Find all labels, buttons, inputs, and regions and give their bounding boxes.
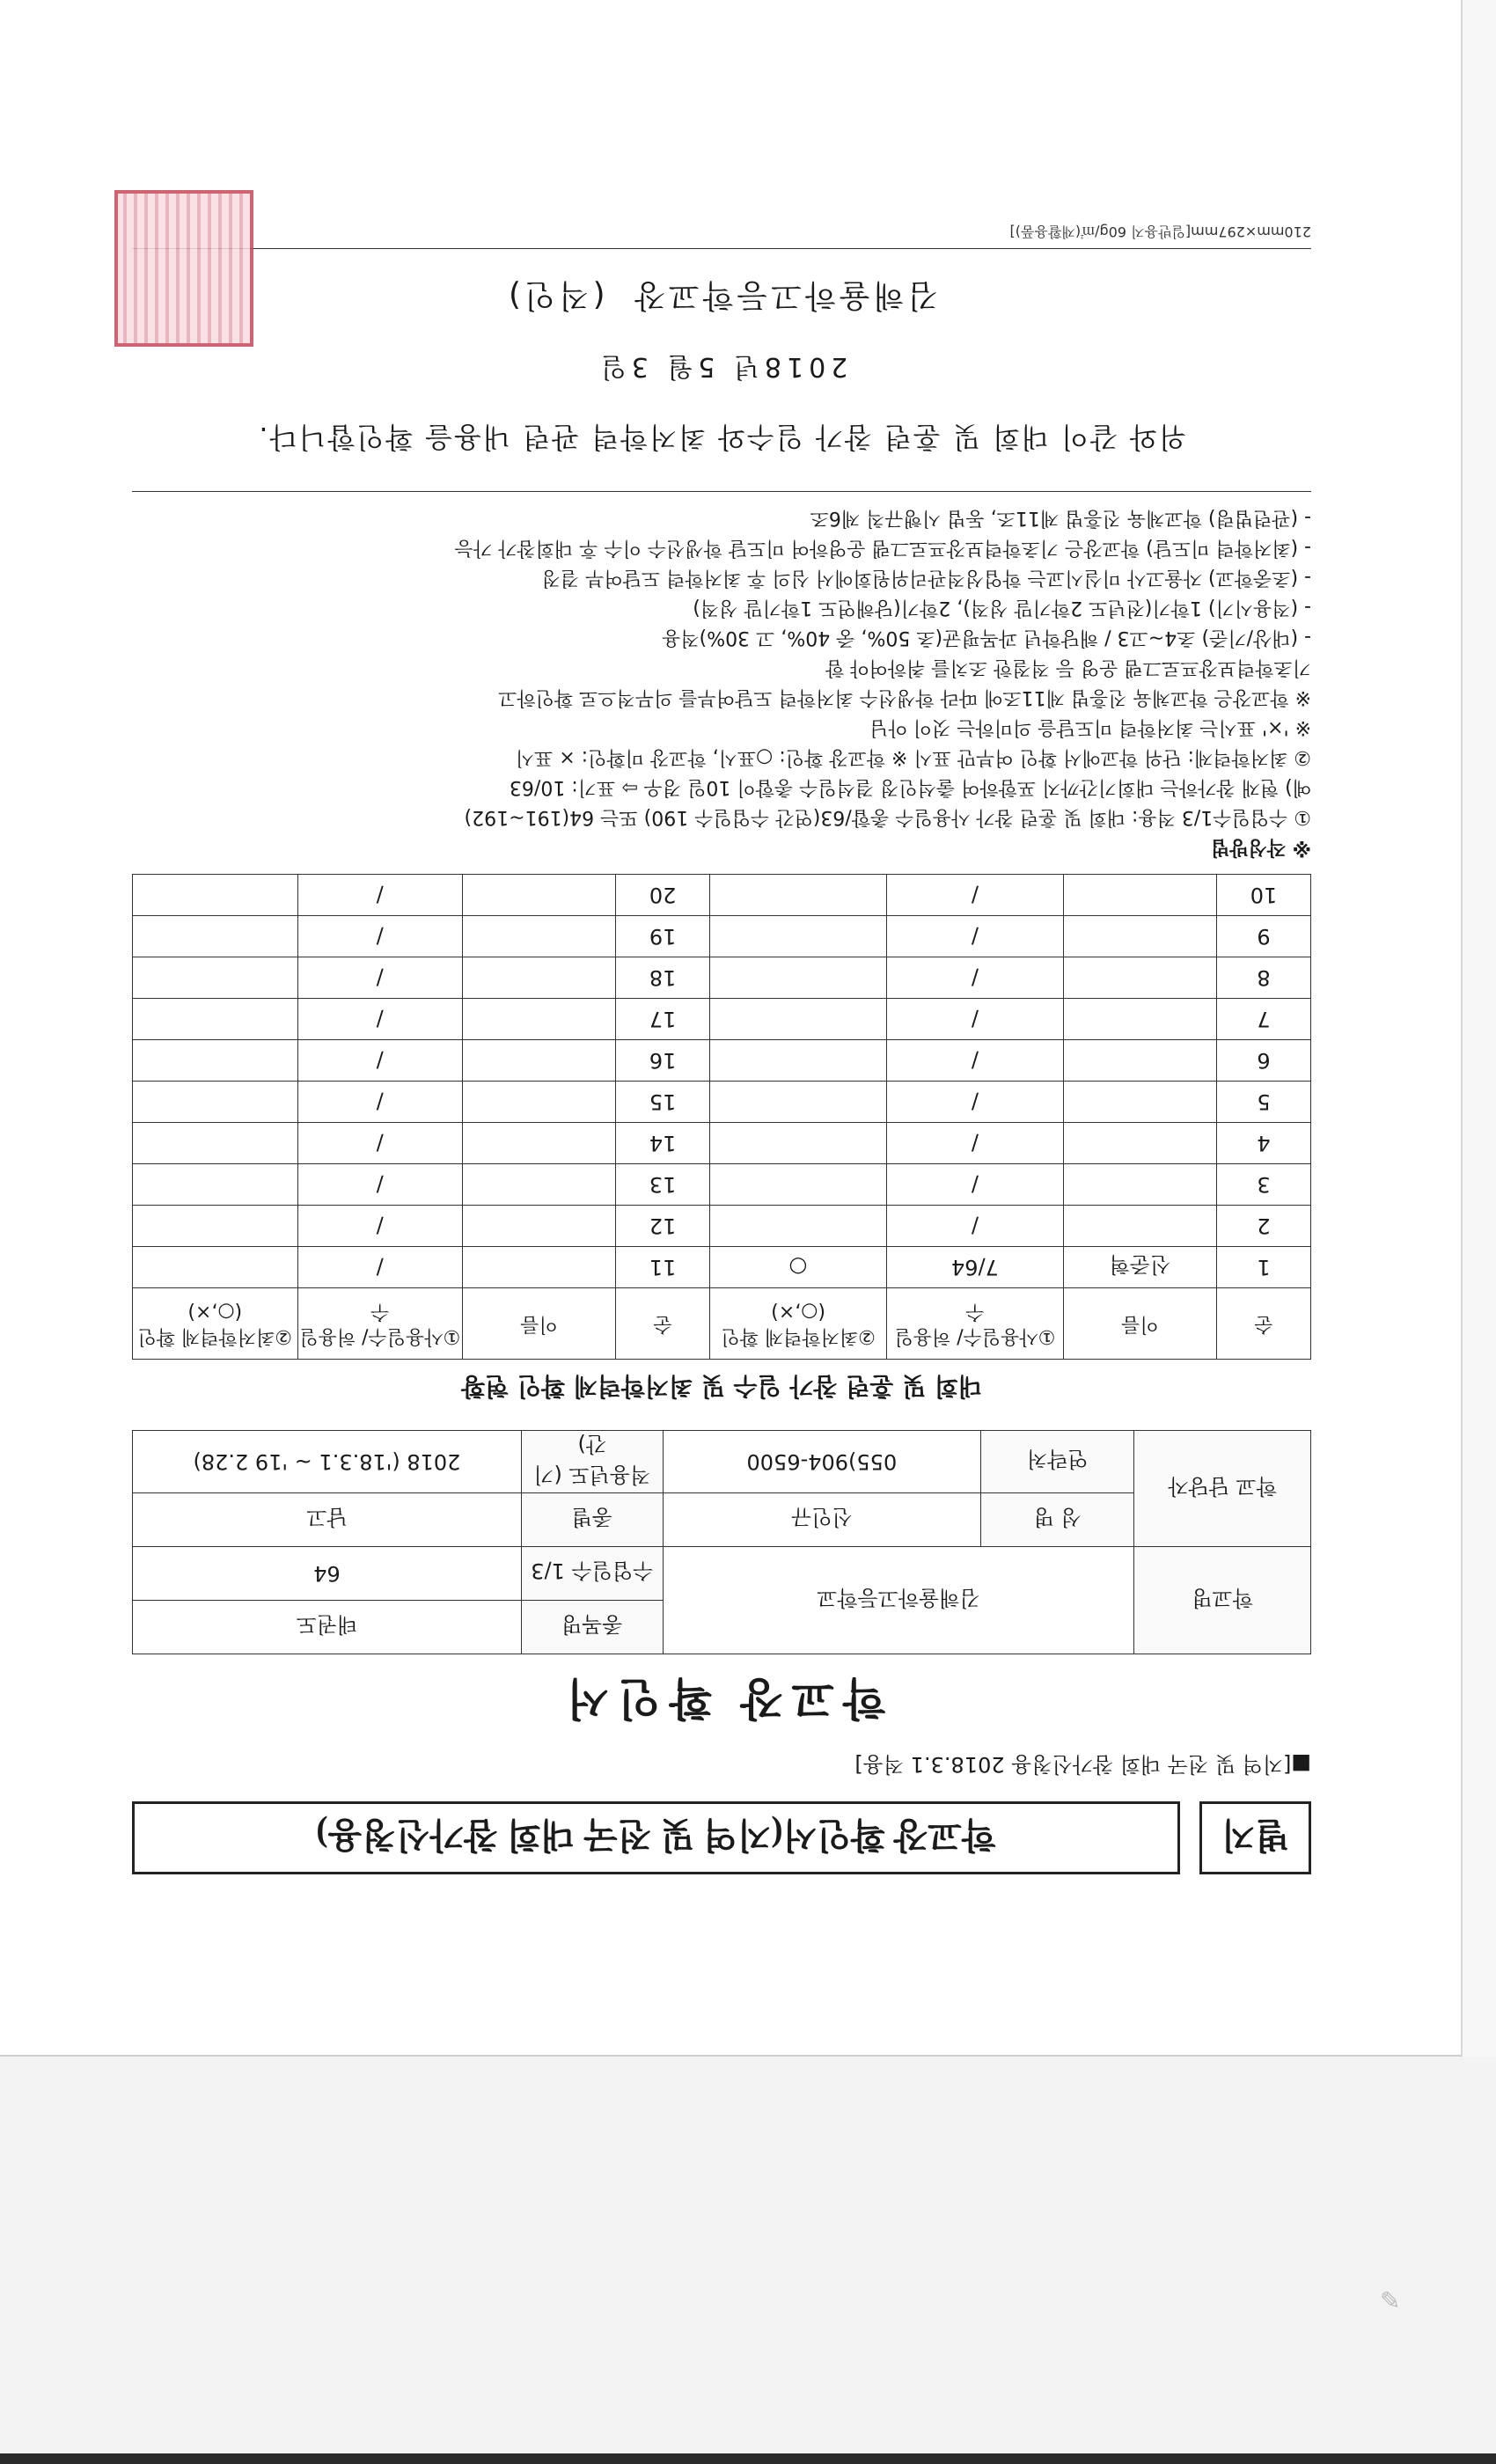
- table-header-row: [133, 1288, 1311, 1360]
- cell-no: 3: [1216, 1164, 1310, 1206]
- cell-days: /: [886, 875, 1063, 916]
- col-no-2: 순: [616, 1288, 710, 1360]
- cell-name-2: [462, 1206, 615, 1247]
- header-row: [132, 1801, 1311, 1874]
- cell-name-2: [462, 957, 615, 999]
- cell-check-2: [133, 1206, 298, 1247]
- cell-check-2: [133, 1247, 298, 1288]
- official-seal-stamp: [114, 190, 253, 347]
- form-title: 학교장 확인서(지역 및 전국 대회 참가신청용): [132, 1801, 1180, 1874]
- scanner-bed: [0, 2057, 1496, 2464]
- note-line: - (적용시기) 1학기(전년도 2학기말 성적), 2학기(당해연도 1학기말 성적): [693, 597, 1311, 619]
- cell-no-2: 11: [616, 1247, 710, 1288]
- cell-name-2: [462, 1247, 615, 1288]
- notes-block: [132, 502, 1311, 862]
- cell-days-2: /: [297, 1082, 462, 1123]
- form-footer: 210mm×297mm[일반용지 60g/㎡(재활용품)]: [132, 223, 1311, 249]
- dept-value: 남고: [133, 1493, 522, 1547]
- cell-name: [1063, 999, 1216, 1040]
- period-label: 적용년도 (기간): [521, 1431, 663, 1493]
- signer-name: 김해율하고등학교장: [631, 277, 939, 313]
- cell-check: [710, 1206, 887, 1247]
- cell-days: 7/64: [886, 1247, 1063, 1288]
- manager-name: 신인규: [663, 1493, 981, 1547]
- col-check-2: ②최저학력제 확인(○,×): [133, 1288, 298, 1360]
- contact-value: 055)904-6500: [663, 1431, 981, 1493]
- cell-days: /: [886, 999, 1063, 1040]
- school-info-table: [132, 1430, 1311, 1654]
- table-row: [133, 1247, 1311, 1288]
- cell-check-2: [133, 875, 298, 916]
- cell-name: [1063, 1164, 1216, 1206]
- cell-check-2: [133, 1082, 298, 1123]
- contact-label: 연락처: [981, 1431, 1134, 1493]
- col-days: ①사용일수/ 허용일수: [886, 1288, 1063, 1360]
- smudge-mark: ✎: [1380, 2286, 1401, 2315]
- note-line: - (최저학력 미도달) 학교장은 기초학력보장프로그램 운영하여 미도달 학생선수 이수 후 대회참가 가능: [454, 537, 1311, 559]
- cell-days-2: /: [297, 916, 462, 957]
- note-line: 예) 현재 참가하는 대회기간까지 포함하여 출석인정 결석일수 총합이 10일 경우 ⇨ 표기: 10/63: [509, 776, 1311, 798]
- school-name-label: 학교명: [1134, 1547, 1311, 1654]
- note-line: 기초학력보장프로그램 운영 등 적절한 조치를 취하여야 함: [825, 656, 1311, 678]
- scan-edge: [0, 2453, 1496, 2464]
- cell-days-2: /: [297, 957, 462, 999]
- cell-no-2: 16: [616, 1040, 710, 1082]
- cell-days-2: /: [297, 1040, 462, 1082]
- cell-days: /: [886, 1123, 1063, 1164]
- cell-days-2: /: [297, 1206, 462, 1247]
- col-name-2: 이름: [462, 1288, 615, 1360]
- section-title: 대회 및 훈련 참가 일수 및 최저학력제 확인 현황: [461, 1372, 982, 1401]
- cell-days: /: [886, 957, 1063, 999]
- table-row: [133, 1164, 1311, 1206]
- note-line: ① 수업일수1/3 적용: 대회 및 훈련 참가 사용일수 총합/63(연간 수업일수 190) 또는 64(191~192): [464, 806, 1311, 828]
- note-line: - (관련법령) 학교체육 진흥법 제11조, 동법 시행규칙 제6조: [810, 507, 1311, 529]
- document-upside-down: [132, 114, 1311, 1874]
- cell-days: /: [886, 1082, 1063, 1123]
- cell-name: [1063, 957, 1216, 999]
- cell-name: 신준혁: [1063, 1247, 1216, 1288]
- cell-name-2: [462, 1123, 615, 1164]
- col-name: 이름: [1063, 1288, 1216, 1360]
- table-row: [133, 875, 1311, 916]
- signer-line: [132, 275, 1311, 320]
- table-row: [133, 957, 1311, 999]
- cell-name-2: [462, 1082, 615, 1123]
- cell-no-2: 17: [616, 999, 710, 1040]
- note-line: - (초중학교) 자율고사 미실시교는 학업성적관리위원회에서 심의 후 최저학력 도달여부 결정: [541, 567, 1311, 589]
- days-label: 수업일수 1/3: [521, 1547, 663, 1601]
- cell-check-2: [133, 916, 298, 957]
- cell-name-2: [462, 916, 615, 957]
- cell-no: 10: [1216, 875, 1310, 916]
- sport-label: 종목명: [521, 1601, 663, 1654]
- dept-label: 종별: [521, 1493, 663, 1547]
- cell-name-2: [462, 1040, 615, 1082]
- cell-no-2: 20: [616, 875, 710, 916]
- school-name: 김해율하고등학교: [663, 1547, 1134, 1654]
- table-row: [133, 999, 1311, 1040]
- cell-no: 9: [1216, 916, 1310, 957]
- cell-no-2: 13: [616, 1164, 710, 1206]
- table-row: [133, 1040, 1311, 1082]
- cell-no: 6: [1216, 1040, 1310, 1082]
- cell-no: 7: [1216, 999, 1310, 1040]
- table-row: [133, 1206, 1311, 1247]
- cell-no: 2: [1216, 1206, 1310, 1247]
- cell-check-2: [133, 1040, 298, 1082]
- table-row: [133, 1082, 1311, 1123]
- note-line: ② 최저학력제: 단위 학교에서 확인 여부만 표시 ※ 학교장 확인: ○표시, 학교장 미확인: × 표시: [515, 746, 1311, 768]
- cell-check-2: [133, 1164, 298, 1206]
- table-row: [133, 1123, 1311, 1164]
- cell-days-2: /: [297, 1247, 462, 1288]
- cell-check: [710, 1040, 887, 1082]
- cell-days-2: /: [297, 875, 462, 916]
- cell-days: /: [886, 1164, 1063, 1206]
- cell-check: [710, 957, 887, 999]
- cell-no-2: 15: [616, 1082, 710, 1123]
- note-line: ※ '×' 표시는 최저학력 미도달을 의미하는 것이 아님: [869, 716, 1311, 738]
- cell-check: [710, 916, 887, 957]
- days-value: 64: [133, 1547, 522, 1601]
- note-line: ※ 학교장은 학교체육 진흥법 제11조에 따라 학생선수 최저학력 도달여부를 의무적으로 확인하고: [498, 686, 1311, 708]
- period-value: 2018 ('18.3.1 ~ '19 2.28): [133, 1431, 522, 1493]
- cell-no-2: 12: [616, 1206, 710, 1247]
- cell-name: [1063, 1040, 1216, 1082]
- note-line: - (대상/기준) 초4~고3 / 해당학년 과목평균(초 50%, 중 40%, 고 30%)적용: [662, 627, 1311, 649]
- cell-check: [710, 999, 887, 1040]
- cell-no: 1: [1216, 1247, 1310, 1288]
- cell-check-2: [133, 1123, 298, 1164]
- cell-name: [1063, 1206, 1216, 1247]
- cell-name: [1063, 875, 1216, 916]
- participation-table: [132, 874, 1311, 1360]
- cell-name-2: [462, 875, 615, 916]
- cell-days-2: /: [297, 1123, 462, 1164]
- sport: 태권도: [133, 1601, 522, 1654]
- cell-no: 5: [1216, 1082, 1310, 1123]
- table-row: [133, 916, 1311, 957]
- cell-name: [1063, 916, 1216, 957]
- notes-heading: ※ 작성방법: [1210, 836, 1311, 858]
- cell-check: [710, 875, 887, 916]
- cell-check-2: [133, 999, 298, 1040]
- cell-name-2: [462, 999, 615, 1040]
- issue-date: 2018년 5월 3일: [595, 351, 848, 382]
- col-no: 순: [1216, 1288, 1310, 1360]
- cell-check: [710, 1123, 887, 1164]
- col-days-2: ①사용일수/ 허용일수: [297, 1288, 462, 1360]
- cell-days: /: [886, 916, 1063, 957]
- cell-days-2: /: [297, 1164, 462, 1206]
- col-check: ②최저학력제 확인(○,×): [710, 1288, 887, 1360]
- cell-days-2: /: [297, 999, 462, 1040]
- cell-no-2: 18: [616, 957, 710, 999]
- cell-no: 4: [1216, 1123, 1310, 1164]
- cell-name: [1063, 1123, 1216, 1164]
- cell-days: /: [886, 1206, 1063, 1247]
- confirm-statement: 위와 같이 대회 및 훈련 참가 일수와 최저학력 관련 내용을 확인합니다.: [257, 421, 1186, 454]
- cell-no: 8: [1216, 957, 1310, 999]
- cell-name-2: [462, 1164, 615, 1206]
- cell-check: [710, 1164, 887, 1206]
- cell-check-2: [133, 957, 298, 999]
- cell-no-2: 19: [616, 916, 710, 957]
- cell-days: /: [886, 1040, 1063, 1082]
- main-title: 학교장 확인서: [557, 1674, 886, 1723]
- cell-check: [710, 1082, 887, 1123]
- form-badge: 별지: [1199, 1801, 1311, 1874]
- cell-check: ○: [710, 1247, 887, 1288]
- apply-note: ■[지역 및 전국 대회 참가신청용 2018.3.1 적용]: [854, 1752, 1311, 1777]
- seal-text: (직인): [504, 277, 605, 313]
- cell-name: [1063, 1082, 1216, 1123]
- manager-label: 학교 담당자: [1134, 1431, 1311, 1547]
- name-label: 성 명: [981, 1493, 1134, 1547]
- divider: [132, 491, 1311, 492]
- cell-no-2: 14: [616, 1123, 710, 1164]
